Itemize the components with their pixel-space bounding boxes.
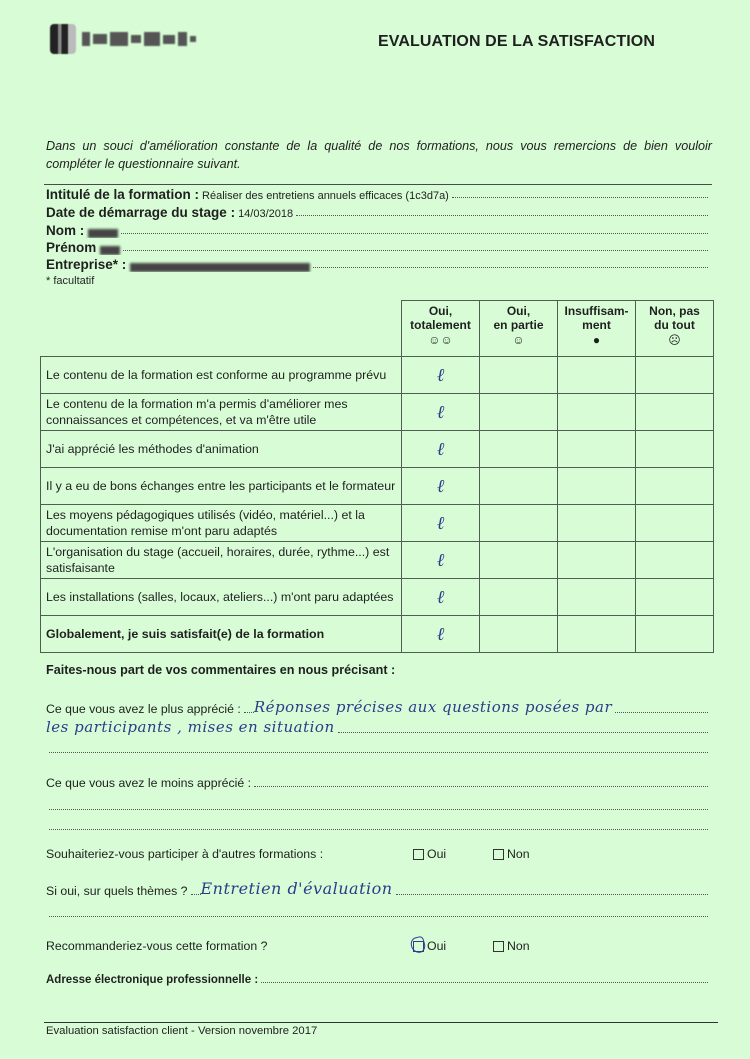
recommend-label: Recommanderiez-vous cette formation ? (46, 939, 268, 953)
dotted-line (244, 712, 254, 713)
company-logo-icon (50, 24, 76, 54)
handwritten-check-icon: ℓ (436, 364, 445, 386)
most-appreciated-line3[interactable] (46, 738, 708, 756)
dotted-line (313, 267, 708, 268)
checkbox-icon (493, 941, 504, 952)
dotted-line (261, 982, 708, 983)
dotted-line (123, 250, 708, 251)
dotted-line (121, 233, 708, 234)
evaluation-table (40, 300, 714, 653)
answer-insuffisamment[interactable] (558, 431, 636, 468)
answer-oui-en-partie[interactable] (480, 542, 558, 579)
handwritten-check-icon: ℓ (436, 512, 445, 534)
question-cell: L'organisation du stage (accueil, horaires, durée, rythme...) est satisfaisante (41, 542, 402, 579)
most-appreciated-line2[interactable] (46, 718, 708, 736)
other-trainings-label: Souhaiteriez-vous participer à d'autres formations : (46, 847, 324, 861)
other-trainings-non-checkbox[interactable]: Non (493, 847, 530, 861)
answer-insuffisamment[interactable] (558, 394, 636, 431)
answer-non-pas-du-tout[interactable] (636, 505, 714, 542)
handwritten-check-icon: ℓ (436, 549, 445, 571)
prenom-label: Prénom (46, 240, 97, 255)
footer-divider (44, 1022, 718, 1023)
col-header-oui-totalement: Oui, totalement ☺☺ (402, 301, 480, 357)
smile-icon: ☺ (512, 333, 525, 347)
answer-oui-en-partie[interactable] (480, 357, 558, 394)
answer-oui-totalement[interactable] (402, 357, 480, 394)
answer-insuffisamment[interactable] (558, 579, 636, 616)
handwritten-check-icon: ℓ (436, 586, 445, 608)
dotted-line (296, 215, 708, 216)
least-appreciated-field[interactable] (46, 772, 708, 790)
header-blank (41, 301, 402, 357)
least-appreciated-line3[interactable] (46, 815, 708, 833)
answer-insuffisamment[interactable] (558, 468, 636, 505)
question-cell: J'ai apprécié les méthodes d'animation (41, 431, 402, 468)
col-header-oui-en-partie: Oui, en partie ☺ (480, 301, 558, 357)
email-field[interactable] (46, 968, 708, 986)
table-row (41, 616, 714, 653)
answer-non-pas-du-tout[interactable] (636, 394, 714, 431)
nom-field[interactable] (46, 220, 708, 238)
checkbox-icon (493, 849, 504, 860)
answer-oui-en-partie[interactable] (480, 616, 558, 653)
table-row (41, 468, 714, 505)
col-header-non-pas-du-tout: Non, pas du tout ☹ (636, 301, 714, 357)
handwritten-check-icon: ℓ (436, 438, 445, 460)
answer-non-pas-du-tout[interactable] (636, 468, 714, 505)
most-appreciated-label: Ce que vous avez le plus apprécié : (46, 702, 241, 716)
page-title: EVALUATION DE LA SATISFACTION (378, 33, 655, 50)
question-cell: Le contenu de la formation est conforme au programme prévu (41, 357, 402, 394)
themes-value: Entretien d'évaluation (200, 879, 393, 898)
other-trainings-oui-checkbox[interactable]: Oui (413, 847, 446, 861)
answer-non-pas-du-tout[interactable] (636, 431, 714, 468)
table-row (41, 542, 714, 579)
intro-text: Dans un souci d'amélioration constante de la qualité de nos formations, nous vous remercions de bien vouloir compléter le questionnaire suivant. (46, 139, 712, 171)
neutral-face-icon: ●︎ (592, 333, 601, 347)
most-appreciated-value-line2: les participants , mises en situation (46, 718, 335, 736)
table-row (41, 431, 714, 468)
dotted-line (191, 894, 201, 895)
table-row (41, 394, 714, 431)
table-row (41, 579, 714, 616)
answer-oui-en-partie[interactable] (480, 394, 558, 431)
answer-insuffisamment[interactable] (558, 357, 636, 394)
answer-non-pas-du-tout[interactable] (636, 542, 714, 579)
answer-insuffisamment[interactable] (558, 616, 636, 653)
answer-oui-en-partie[interactable] (480, 579, 558, 616)
recommend-oui-checkbox[interactable]: Oui (413, 939, 446, 953)
entreprise-label: Entreprise* : (46, 257, 127, 272)
most-appreciated-value-line1: Réponses précises aux questions posées par (253, 698, 613, 716)
answer-insuffisamment[interactable] (558, 505, 636, 542)
answer-oui-totalement[interactable] (402, 579, 480, 616)
recommend-question (46, 939, 646, 953)
answer-oui-totalement[interactable] (402, 431, 480, 468)
formation-value: Réaliser des entretiens annuels efficaces (1c3d7a) (202, 190, 449, 202)
formation-label: Intitulé de la formation : (46, 187, 200, 202)
question-cell-overall: Globalement, je suis satisfait(e) de la formation (41, 616, 402, 653)
double-smile-icon: ☺☺ (428, 333, 453, 347)
date-value: 14/03/2018 (238, 208, 294, 220)
question-cell: Il y a eu de bons échanges entre les participants et le formateur (41, 468, 402, 505)
dotted-line (49, 809, 708, 810)
col-header-insuffisamment: Insuffisam- ment ●︎ (558, 301, 636, 357)
entreprise-value-redacted (130, 263, 310, 272)
dotted-line (615, 712, 708, 713)
date-label: Date de démarrage du stage : (46, 205, 236, 220)
question-cell: Les installations (salles, locaux, ateliers...) m'ont paru adaptées (41, 579, 402, 616)
answer-non-pas-du-tout[interactable] (636, 357, 714, 394)
table-header-row (41, 301, 714, 357)
date-field[interactable] (46, 202, 708, 220)
themes-line2[interactable] (46, 902, 708, 920)
answer-oui-en-partie[interactable] (480, 505, 558, 542)
other-trainings-question (46, 847, 646, 861)
formation-field[interactable] (46, 184, 708, 202)
email-label: Adresse électronique professionnelle : (46, 974, 259, 986)
answer-oui-totalement[interactable] (402, 505, 480, 542)
entreprise-field[interactable] (46, 254, 708, 272)
checked-checkbox-icon (413, 941, 424, 952)
handwritten-check-icon: ℓ (436, 401, 445, 423)
company-logo (50, 22, 220, 56)
table-row (41, 357, 714, 394)
dotted-line (49, 829, 708, 830)
answer-non-pas-du-tout[interactable] (636, 616, 714, 653)
answer-oui-totalement[interactable] (402, 616, 480, 653)
recommend-non-checkbox[interactable]: Non (493, 939, 530, 953)
question-cell: Le contenu de la formation m'a permis d'améliorer mes connaissances et compétences, et va m'être utile (41, 394, 402, 431)
answer-non-pas-du-tout[interactable] (636, 579, 714, 616)
answer-oui-en-partie[interactable] (480, 431, 558, 468)
answer-oui-totalement[interactable] (402, 542, 480, 579)
table-row (41, 505, 714, 542)
dotted-line (254, 786, 708, 787)
dotted-line (49, 916, 708, 917)
dotted-line (396, 894, 708, 895)
prenom-field[interactable] (46, 237, 708, 255)
answer-oui-en-partie[interactable] (480, 468, 558, 505)
frown-icon: ☹ (668, 333, 681, 347)
handwritten-check-icon: ℓ (436, 475, 445, 497)
answer-oui-totalement[interactable] (402, 394, 480, 431)
optional-note: * facultatif (46, 275, 95, 287)
least-appreciated-label: Ce que vous avez le moins apprécié : (46, 776, 252, 790)
themes-label: Si oui, sur quels thèmes ? (46, 884, 188, 898)
nom-label: Nom : (46, 223, 85, 238)
handwritten-check-icon: ℓ (436, 623, 445, 645)
dotted-line (338, 732, 708, 733)
most-appreciated-field[interactable] (46, 698, 708, 716)
company-name-redacted (82, 32, 196, 46)
least-appreciated-line2[interactable] (46, 795, 708, 813)
answer-oui-totalement[interactable] (402, 468, 480, 505)
footer-text: Evaluation satisfaction client - Version novembre 2017 (46, 1025, 318, 1037)
comments-title: Faites-nous part de vos commentaires en nous précisant : (46, 663, 396, 677)
dotted-line (49, 752, 708, 753)
answer-insuffisamment[interactable] (558, 542, 636, 579)
checkbox-icon (413, 849, 424, 860)
dotted-line (452, 197, 708, 198)
question-cell: Les moyens pédagogiques utilisés (vidéo, matériel...) et la documentation remise m'ont paru adaptés (41, 505, 402, 542)
themes-field[interactable] (46, 880, 708, 898)
